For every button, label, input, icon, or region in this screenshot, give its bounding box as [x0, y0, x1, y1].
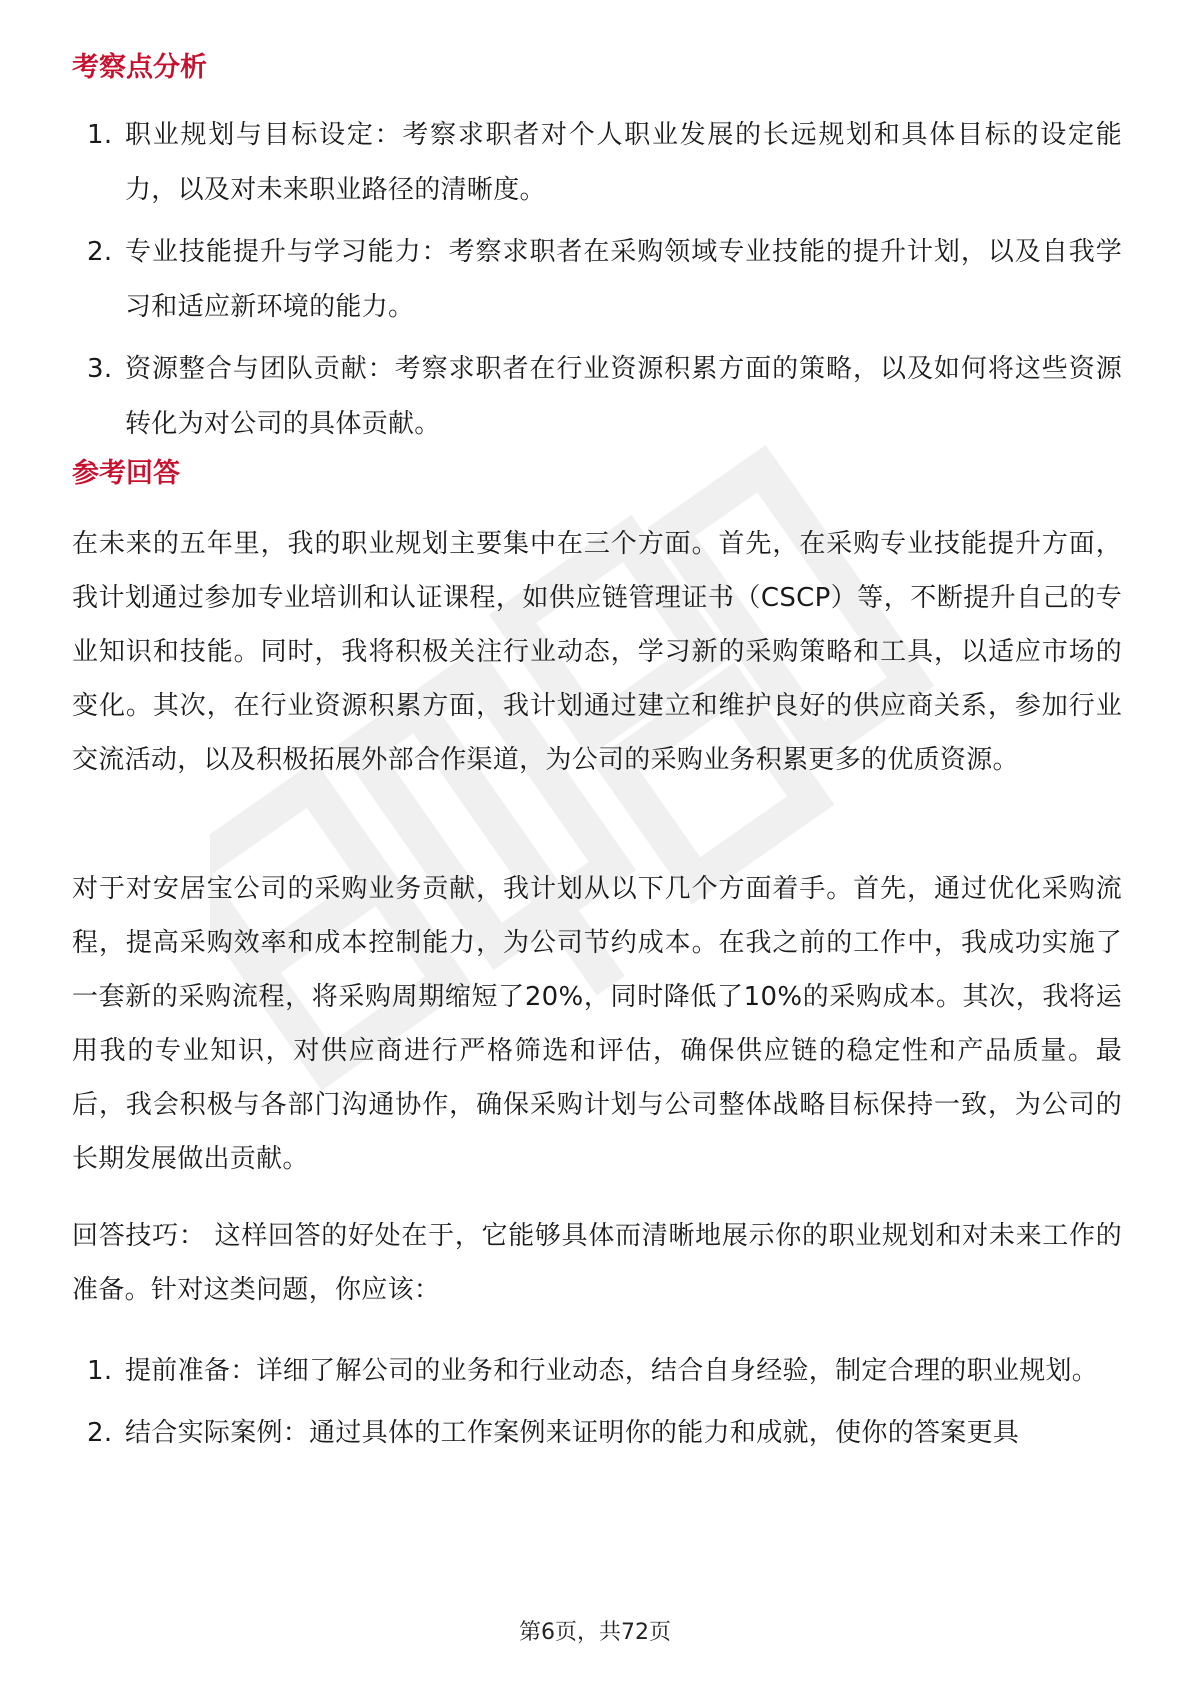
answer-heading: 参考回答 — [72, 458, 180, 489]
list-item-number: 1. — [87, 120, 113, 150]
list-item — [72, 342, 1122, 452]
list-item-number: 2. — [87, 1418, 113, 1448]
list-item-number: 1. — [87, 1356, 113, 1386]
list-item-number: 2. — [87, 237, 113, 267]
list-item — [72, 1406, 1122, 1461]
tips-list — [72, 1344, 1122, 1468]
analysis-list — [72, 108, 1122, 459]
analysis-heading: 考察点分析 — [72, 52, 207, 83]
answer-paragraph: 对于对安居宝公司的采购业务贡献，我计划从以下几个方面着手。首先，通过优化采购流程，提高采购效率和成本控制能力，为公司节约成本。在我之前的工作中，我成功实施了一套新的采购流程，将采购周期缩短了20%，同时降低了10%的采购成本。其次，我将运用我的专业知识，对供应商进行严格筛选和评估，确保供应链的稳定性和产品质量。最后，我会积极与各部门沟通协作，确保采购计划与公司整体战略目标保持一致，为公司的长期发展做出贡献。 — [72, 874, 1122, 1174]
tips-intro-paragraph: 回答技巧： 这样回答的好处在于，它能够具体而清晰地展示你的职业规划和对未来工作的准备。针对这类问题，你应该： — [72, 1221, 1122, 1305]
list-item-text: 专业技能提升与学习能力：考察求职者在采购领域专业技能的提升计划，以及自我学习和适应新环境的能力。 — [125, 237, 1122, 322]
list-item — [72, 108, 1122, 218]
answer-paragraph: 在未来的五年里，我的职业规划主要集中在三个方面。首先，在采购专业技能提升方面，我计划通过参加专业培训和认证课程，如供应链管理证书（CSCP）等，不断提升自己的专业知识和技能。同时，我将积极关注行业动态，学习新的采购策略和工具，以适应市场的变化。其次，在行业资源积累方面，我计划通过建立和维护良好的供应商关系，参加行业交流活动，以及积极拓展外部合作渠道，为公司的采购业务积累更多的优质资源。 — [72, 529, 1122, 775]
page-number-footer: 第6页，共72页 — [519, 1620, 671, 1645]
list-item-text: 结合实际案例：通过具体的工作案例来证明你的能力和成就，使你的答案更具 — [125, 1418, 1020, 1448]
list-item-text: 职业规划与目标设定：考察求职者对个人职业发展的长远规划和具体目标的设定能力，以及对未来职业路径的清晰度。 — [125, 120, 1122, 205]
list-item — [72, 225, 1122, 335]
list-item-text: 提前准备：详细了解公司的业务和行业动态，结合自身经验，制定合理的职业规划。 — [125, 1356, 1099, 1386]
list-item — [72, 1344, 1122, 1399]
list-item-text: 资源整合与团队贡献：考察求职者在行业资源积累方面的策略，以及如何将这些资源转化为对公司的具体贡献。 — [125, 354, 1122, 439]
list-item-number: 3. — [87, 354, 113, 384]
